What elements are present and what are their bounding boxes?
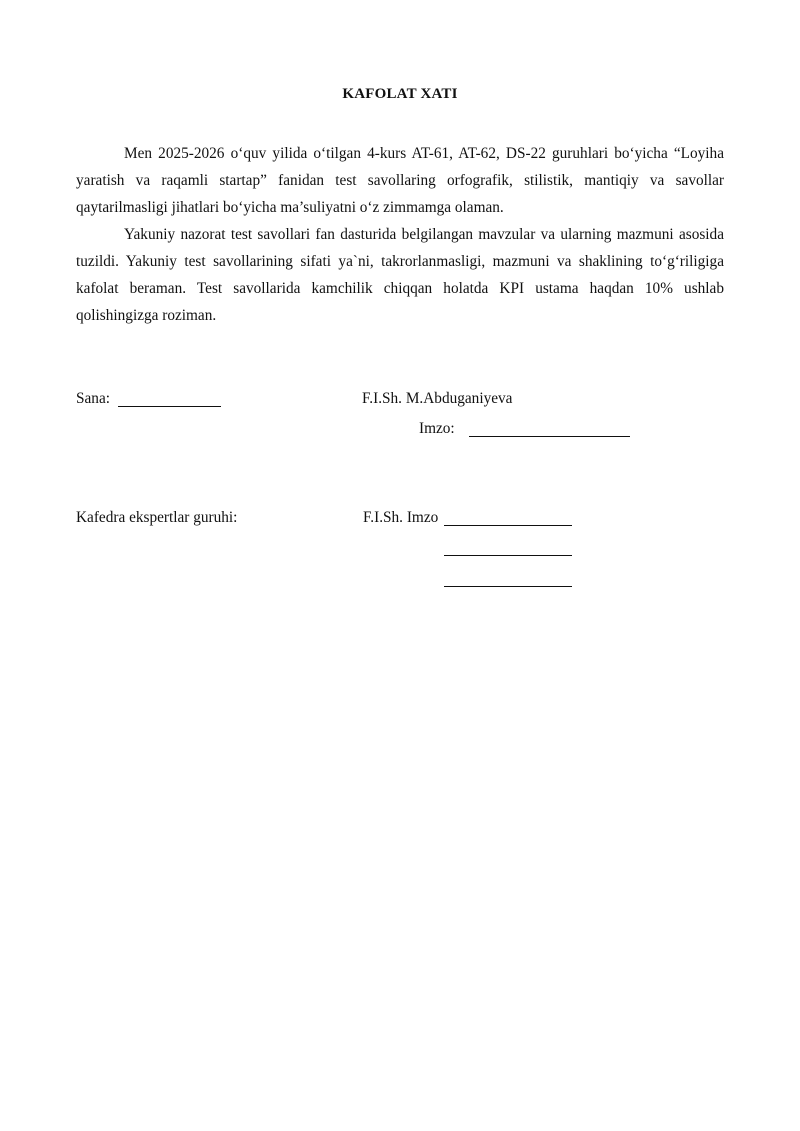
paragraph-2: Yakuniy nazorat test savollari fan dasturida belgilangan mavzular va ularning mazmuni asosida tuzildi. Yakuniy test savollarining sifati ya`ni, takrorlanmasligi, mazmuni va shaklining to‘g‘riligiga kafolat beraman. Test savollarida kamchilik chiqqan holatda KPI ustama haqdan 10% ushlab qolishingizga roziman.	[76, 226, 724, 324]
document-body	[76, 140, 724, 329]
experts-fish-imzo-label: F.I.Sh. Imzo	[363, 509, 439, 526]
date-label: Sana:	[76, 390, 110, 407]
expert-signature-line-3	[444, 586, 572, 587]
author-fish-label: F.I.Sh. M.Abduganiyeva	[362, 390, 513, 407]
document-title: KAFOLAT XATI	[342, 86, 458, 102]
date-line	[118, 406, 221, 407]
expert-signature-line-2	[444, 555, 572, 556]
author-signature-line	[469, 436, 630, 437]
expert-signature-line-1	[444, 525, 572, 526]
experts-group-label: Kafedra ekspertlar guruhi:	[76, 509, 238, 526]
paragraph-1: Men 2025-2026 o‘quv yilida o‘tilgan 4-kurs AT-61, AT-62, DS-22 guruhlari bo‘yicha “Loyiha yaratish va raqamli startap” fanidan test savollaring orfografik, stilistik, mantiqiy va savollar qaytarilmasligi jihatlari bo‘yicha ma’suliyatni o‘z zimmamga olaman.	[76, 145, 724, 216]
author-imzo-label: Imzo:	[419, 420, 455, 437]
